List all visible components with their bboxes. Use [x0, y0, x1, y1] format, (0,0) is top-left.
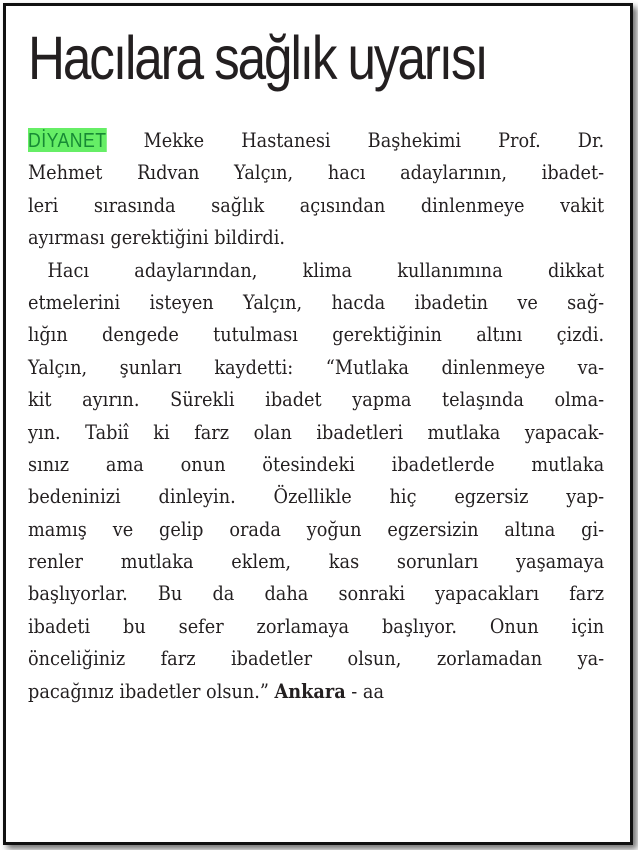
body-line: renler mutlaka eklem, kas sorunları yaşamaya — [28, 549, 605, 574]
dateline: Ankara — [274, 678, 346, 703]
headline: Hacılara sağlık uyarısı — [28, 24, 487, 92]
separator: - — [351, 678, 358, 703]
clipping-frame — [3, 3, 633, 845]
body-line: mamış ve gelip orada yoğun egzersizin altına gi- — [28, 516, 605, 541]
body-line: yın. Tabiî ki farz olan ibadetleri mutlaka yapacak- — [28, 419, 605, 444]
body-line: Yalçın, şunları kaydetti: “Mutlaka dinlenmeye va- — [28, 354, 605, 379]
body-line: Hacı adaylarından, klima kullanımına dikkat — [47, 257, 605, 282]
body-line-text: pacağınız ibadetler olsun.” — [28, 678, 269, 703]
article-body — [28, 124, 604, 707]
body-line: lığın dengede tutulması gerektiğinin altını çizdi. — [28, 322, 605, 347]
body-line-text: Mekke Hastanesi Başhekimi Prof. Dr. — [143, 128, 605, 152]
body-line: sınız ama onun ötesindeki ibadetlerde mutlaka — [28, 451, 605, 476]
body-line: Mehmet Rıdvan Yalçın, hacı adaylarının, ibadet- — [28, 160, 605, 185]
body-line: önceliğiniz farz ibadetler olsun, zorlamadan ya- — [28, 646, 605, 671]
body-line: ibadeti bu sefer zorlamaya başlıyor. Onun için — [28, 613, 605, 638]
body-line — [28, 124, 604, 156]
body-line: leri sırasında sağlık açısından dinlenmeye vakit — [28, 192, 605, 217]
body-line: bedeninizi dinleyin. Özellikle hiç egzersiz yap- — [28, 484, 605, 509]
kicker: DİYANET — [28, 130, 107, 152]
agency: aa — [362, 678, 385, 703]
body-line: etmelerini isteyen Yalçın, hacda ibadetin ve sağ- — [28, 289, 605, 314]
kicker-highlight — [28, 128, 107, 152]
body-line: başlıyorlar. Bu da daha sonraki yapacakları farz — [28, 581, 605, 606]
body-line — [28, 675, 604, 707]
body-line: ayırması gerektiğini bildirdi. — [28, 225, 286, 250]
body-line: kit ayırın. Sürekli ibadet yapma telaşında olma- — [28, 387, 605, 412]
